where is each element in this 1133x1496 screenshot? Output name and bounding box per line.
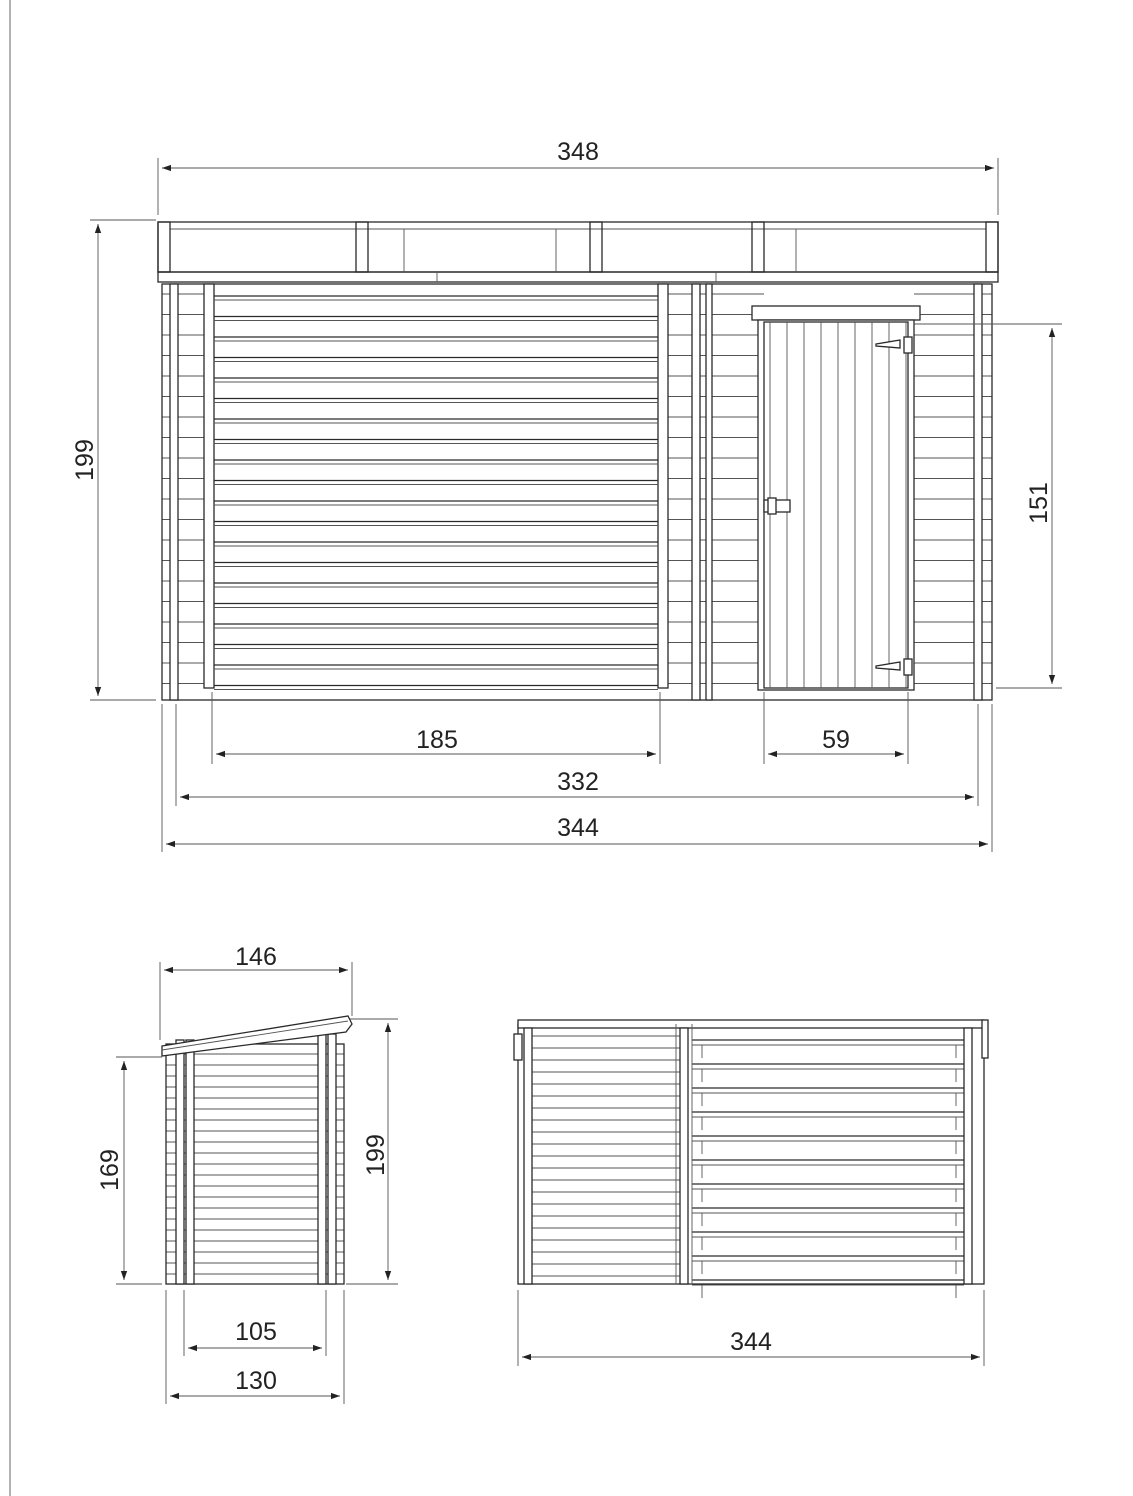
dim-base-width: 344 bbox=[557, 814, 599, 842]
dim-door-width: 59 bbox=[822, 726, 850, 754]
latch-icon bbox=[764, 498, 790, 514]
door-lintel bbox=[752, 306, 920, 320]
side-dimensions bbox=[96, 943, 398, 1404]
dim-roof-depth: 146 bbox=[235, 943, 277, 971]
back-wall-outline bbox=[518, 1024, 984, 1284]
dim-open-bay-width: 185 bbox=[416, 726, 458, 754]
back-dimensions bbox=[518, 1290, 984, 1366]
dim-roof-width: 348 bbox=[557, 138, 599, 166]
open-bay-planks bbox=[214, 296, 658, 690]
dim-door-height: 151 bbox=[1025, 482, 1053, 524]
back-wall-planks bbox=[532, 1036, 964, 1298]
front-view bbox=[71, 138, 1062, 852]
dim-base-depth: 130 bbox=[235, 1367, 277, 1395]
dim-side-wall-height: 169 bbox=[96, 1149, 124, 1191]
dim-total-height: 199 bbox=[71, 439, 99, 481]
front-roof bbox=[158, 222, 998, 282]
back-view bbox=[514, 1020, 988, 1366]
dim-back-base-width: 344 bbox=[730, 1328, 772, 1356]
dim-wall-width: 332 bbox=[557, 768, 599, 796]
back-roof-edge bbox=[518, 1020, 984, 1028]
side-view bbox=[96, 943, 398, 1404]
shed-door bbox=[752, 306, 920, 690]
dim-side-total-height: 199 bbox=[362, 1134, 390, 1176]
dim-inner-depth: 105 bbox=[235, 1318, 277, 1346]
